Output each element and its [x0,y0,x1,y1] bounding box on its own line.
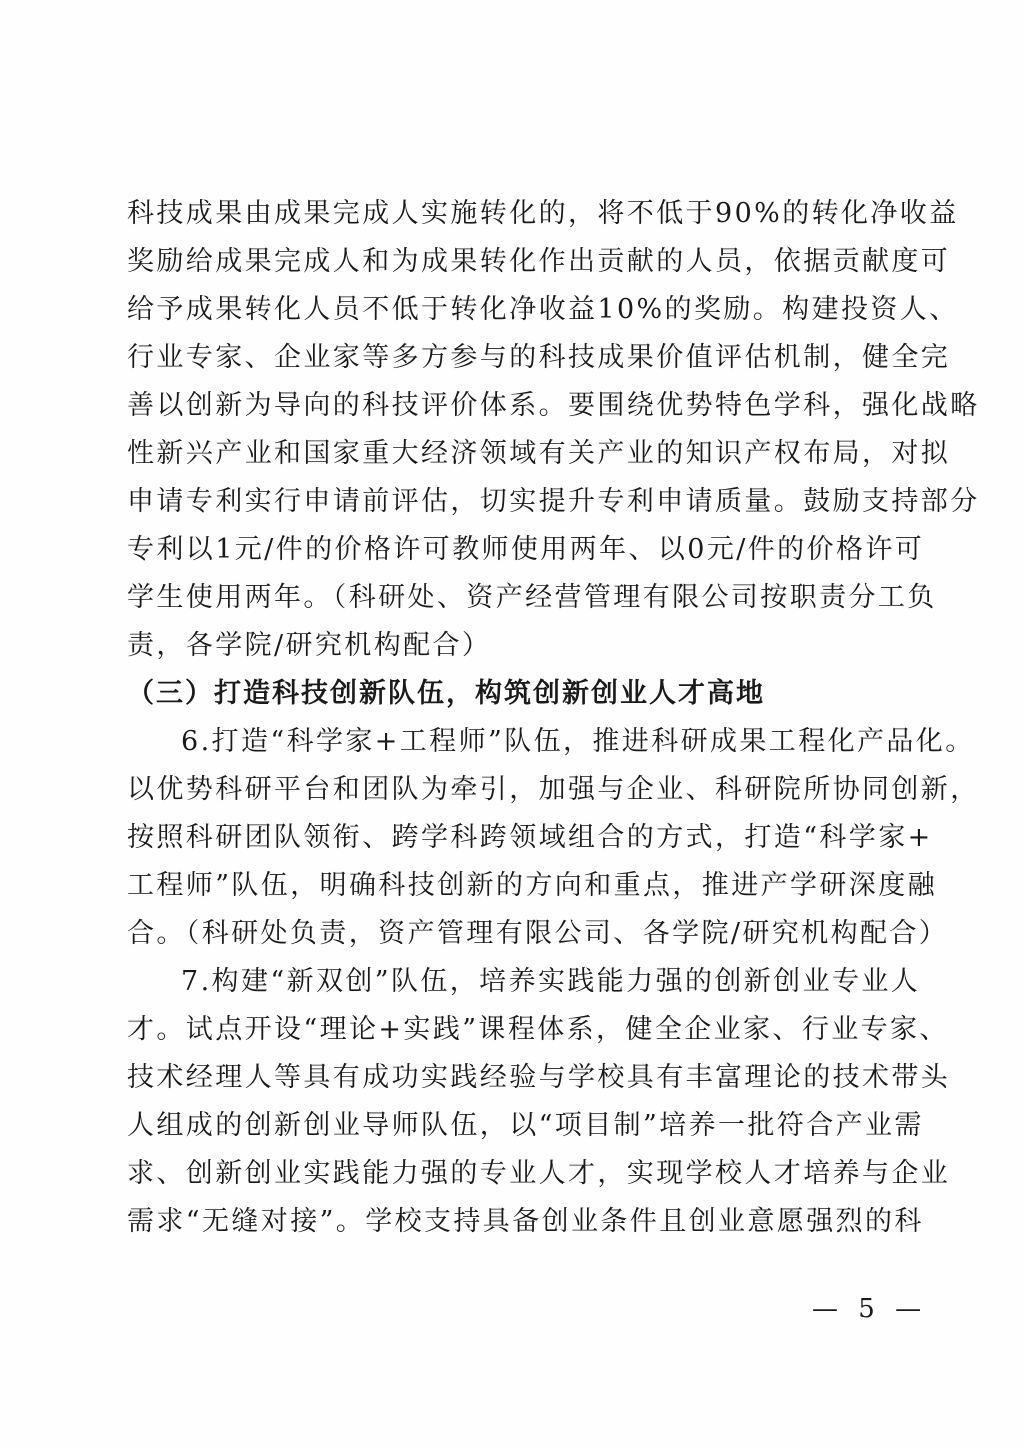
text-line: 才。试点开设“理论+实践”课程体系，健全企业家、行业专家、 [127,1014,949,1045]
text-line: 6.打造“科学家+工程师”队伍，推进科研成果工程化产品化。 [181,726,975,757]
text-line: 需求“无缝对接”。学校支持具备创业条件且创业意愿强烈的科 [127,1206,924,1237]
text-line: 奖励给成果完成人和为成果转化作出贡献的人员，依据贡献度可 [127,246,951,277]
text-line: 人组成的创新创业导师队伍，以“项目制”培养一批符合产业需 [127,1110,924,1141]
paragraph-continued [127,190,980,670]
text-line: 善以创新为导向的科技评价体系。要围绕优势特色学科，强化战略 [127,390,980,421]
text-line: 工程师”队伍，明确科技创新的方向和重点，推进产学研深度融 [127,870,938,901]
text-line: 专利以1元/件的价格许可教师使用两年、以0元/件的价格许可 [127,534,925,565]
text-line: 性新兴产业和国家重大经济领域有关产业的知识产权布局，对拟 [127,438,951,469]
text-line: 7.构建“新双创”队伍，培养实践能力强的创新创业专业人 [181,966,921,997]
text-line: 科技成果由成果完成人实施转化的，将不低于90%的转化净收益 [127,198,959,229]
text-line: 给予成果转化人员不低于转化净收益10%的奖励。构建投资人、 [127,294,959,325]
text-line: 按照科研团队领衔、跨学科跨领域组合的方式，打造“科学家+ [127,822,933,853]
text-line: 以优势科研平台和团队为牵引，加强与企业、科研院所协同创新， [127,774,980,805]
text-line: 行业专家、企业家等多方参与的科技成果价值评估机制，健全完 [127,342,951,373]
text-line: 学生使用两年。（科研处、资产经营管理有限公司按职责分工负 [127,582,937,613]
section-heading: （三）打造科技创新队伍，构筑创新创业人才高地 [127,678,765,709]
text-line: 合。（科研处负责，资产管理有限公司、各学院/研究机构配合） [127,918,949,949]
text-line: 求、创新创业实践能力强的专业人才，实现学校人才培养与企业 [127,1158,951,1189]
text-line: 技术经理人等具有成功实践经验与学校具有丰富理论的技术带头 [127,1062,951,1093]
paragraph-item-6 [127,718,980,958]
text-line: 责，各学院/研究机构配合） [127,630,492,661]
paragraph-item-7 [127,958,951,1246]
page-number: — 5 — [812,1294,928,1324]
text-line: 申请专利实行申请前评估，切实提升专利申请质量。鼓励支持部分 [127,486,980,517]
document-body [127,190,980,1246]
